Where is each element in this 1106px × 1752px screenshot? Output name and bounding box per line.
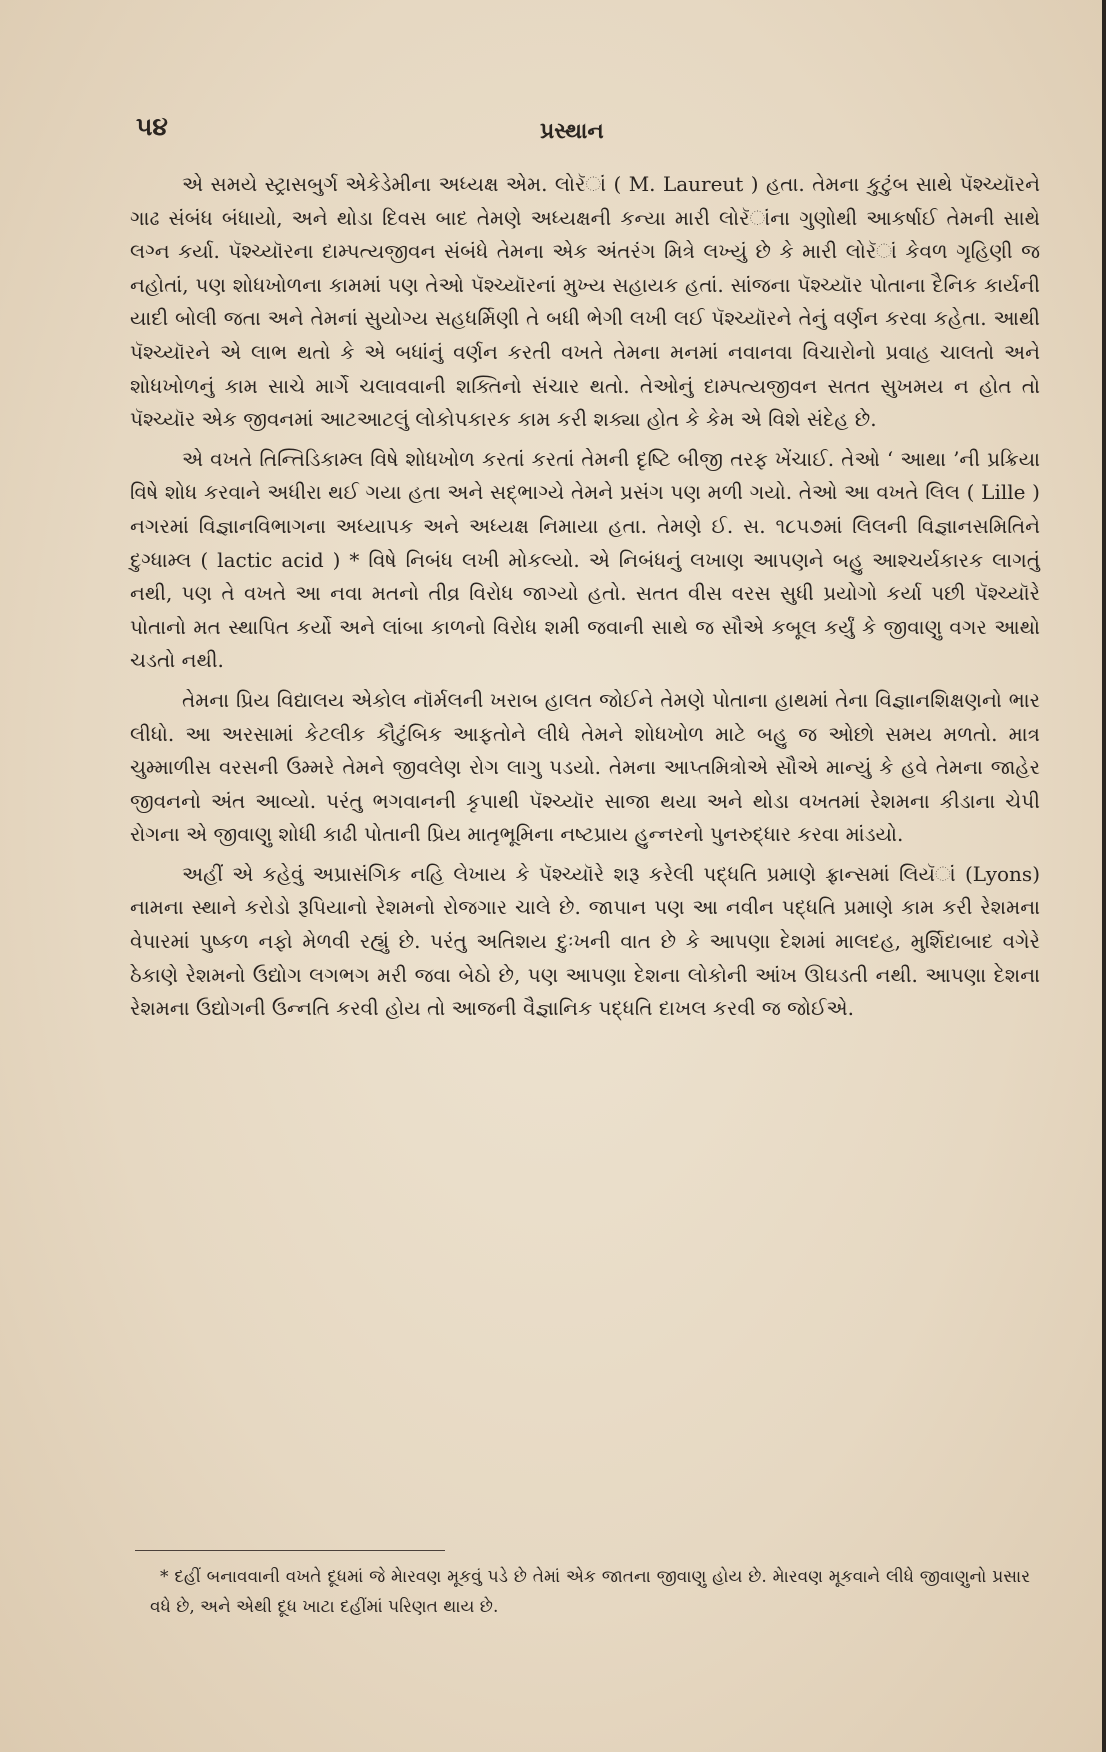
page-header bbox=[0, 112, 1106, 152]
paragraph: અહીં એ કહેવું અપ્રાસંગિક નહિ લેખાય કે પૅશ્ચ્યૉરે શરૂ કરેલી પદ્ધતિ પ્રમાણે ફ્રાન્સમાં લિયૅાં (Lyons) નામના સ્થાને કરોડો રૂપિયાનો રેશમનો રોજગાર ચાલે છે. જાપાન પણ આ નવીન પદ્ધતિ પ્રમાણે કામ કરી રેશમના વેપારમાં પુષ્કળ નફો મેળવી રહ્યું છે. પરંતુ અતિશય દુઃખની વાત છે કે આપણા દેશમાં માલદહ, મુર્શિદાબાદ વગેરે ઠેકાણે રેશમનો ઉદ્યોગ લગભગ મરી જવા બેઠો છે, પણ આપણા દેશના લોકોની આંખ ઊઘડતી નથી. આપણા દેશના રેશમના ઉદ્યોગની ઉન્નતિ કરવી હોય તો આજની વૈજ્ઞાનિક પદ્ધતિ દાખલ કરવી જ જોઈએ. bbox=[130, 861, 1040, 1021]
footnote-divider bbox=[135, 1550, 445, 1551]
page-number: ૫૪ bbox=[136, 112, 168, 141]
body-text bbox=[130, 168, 1040, 1032]
page-edge bbox=[1102, 0, 1106, 1752]
paragraph: એ વખતે તિન્તિડિકામ્લ વિષે શોધખોળ કરતાં કરતાં તેમની દૃષ્ટિ બીજી તરફ ખેંચાઈ. તેઓ ‘ આથા ’ની પ્રક્રિયા વિષે શોધ કરવાને અધીરા થઈ ગયા હતા અને સદ્ભાગ્યે તેમને પ્રસંગ પણ મળી ગયો. તેઓ આ વખતે લિલ ( Lille ) નગરમાં વિજ્ઞાનવિભાગના અધ્યાપક અને અધ્યક્ષ નિમાયા હતા. તેમણે ઈ. સ. ૧૮૫૭માં લિલની વિજ્ઞાનસમિતિને દુગ્ધામ્લ ( lactic acid ) * વિષે નિબંધ લખી મોકલ્યો. એ નિબંધનું લખાણ આપણને બહુ આશ્ચર્યકારક લાગતું નથી, પણ તે વખતે આ નવા મતનો તીવ્ર વિરોધ જાગ્યો હતો. સતત વીસ વરસ સુધી પ્રયોગો કર્યા પછી પૅશ્ચ્યૉરે પોતાનો મત સ્થાપિત કર્યો અને લાંબા કાળનો વિરોધ શમી જવાની સાથે જ સૌએ કબૂલ કર્યું કે જીવાણુ વગર આથો ચડતો નથી. bbox=[130, 446, 1040, 673]
paragraph: એ સમયે સ્ટ્રાસબુર્ગ એકેડેમીના અધ્યક્ષ એમ. લોરૅાં ( M. Laureut ) હતા. તેમના કુટુંબ સાથે પૅશ્ચ્યૉરને ગાઢ સંબંધ બંધાયો, અને થોડા દિવસ બાદ તેમણે અધ્યક્ષની કન્યા મારી લોરૅાંના ગુણોથી આકર્ષાઈ તેમની સાથે લગ્ન કર્યા. પૅશ્ચ્યૉરના દામ્પત્યજીવન સંબંધે તેમના એક અંતરંગ મિત્રે લખ્યું છે કે મારી લોરૅાં કેવળ ગૃહિણી જ નહોતાં, પણ શોધખોળના કામમાં પણ તેઓ પૅશ્ચ્યૉરનાં મુખ્ય સહાયક હતાં. સાંજના પૅશ્ચ્યૉર પોતાના દૈનિક કાર્યની યાદી બોલી જતા અને તેમનાં સુયોગ્ય સહધર્મિણી તે બધી ભેગી લખી લઈ પૅશ્ચ્યૉરને તેનું વર્ણન કરવા કહેતા. આથી પૅશ્ચ્યૉરને એ લાભ થતો કે એ બધાંનું વર્ણન કરતી વખતે તેમના મનમાં નવાનવા વિચારોનો પ્રવાહ ચાલતો અને શોધખોળનું કામ સાચે માર્ગે ચલાવવાની શક્તિનો સંચાર થતો. તેઓનું દામ્પત્યજીવન સતત સુખમય ન હોત તો પૅશ્ચ્યૉર એક જીવનમાં આટઆટલું લોકોપકારક કામ કરી શક્યા હોત કે કેમ એ વિશે સંદેહ છે. bbox=[130, 172, 1040, 432]
running-title: પ્રસ્થાન bbox=[540, 118, 604, 144]
footnote: * દહીં બનાવવાની વખતે દૂધમાં જે મેારવણ મૂકવું પડે છે તેમાં એક જાતના જીવાણુ હોય છે. મેારવણ મૂકવાને લીધે જીવાણુનો પ્રસાર વધે છે, અને એથી દૂધ ખાટા દહીંમાં પરિણત થાય છે. bbox=[150, 1567, 1030, 1617]
paragraph: તેમના પ્રિય વિદ્યાલય એકોલ નૉર્મલની ખરાબ હાલત જોઈને તેમણે પોતાના હાથમાં તેના વિજ્ઞાનશિક્ષણનો ભાર લીધો. આ અરસામાં કેટલીક કૌટુંબિક આફતોને લીધે તેમને શોધખોળ માટે બહુ જ ઓછો સમય મળતો. માત્ર ચુમ્માળીસ વરસની ઉમ્મરે તેમને જીવલેણ રોગ લાગુ પડયો. તેમના આપ્તમિત્રોએ સૌએ માન્યું કે હવે તેમના જાહેર જીવનનો અંત આવ્યો. પરંતુ ભગવાનની કૃપાથી પૅશ્ચ્યૉર સાજા થયા અને થોડા વખતમાં રેશમના કીડાના ચેપી રોગના એ જીવાણુ શોધી કાઢી પોતાની પ્રિય માતૃભૂમિના નષ્ટપ્રાય હુન્નરનો પુનરુદ્ધાર કરવા માંડયો. bbox=[130, 687, 1040, 847]
